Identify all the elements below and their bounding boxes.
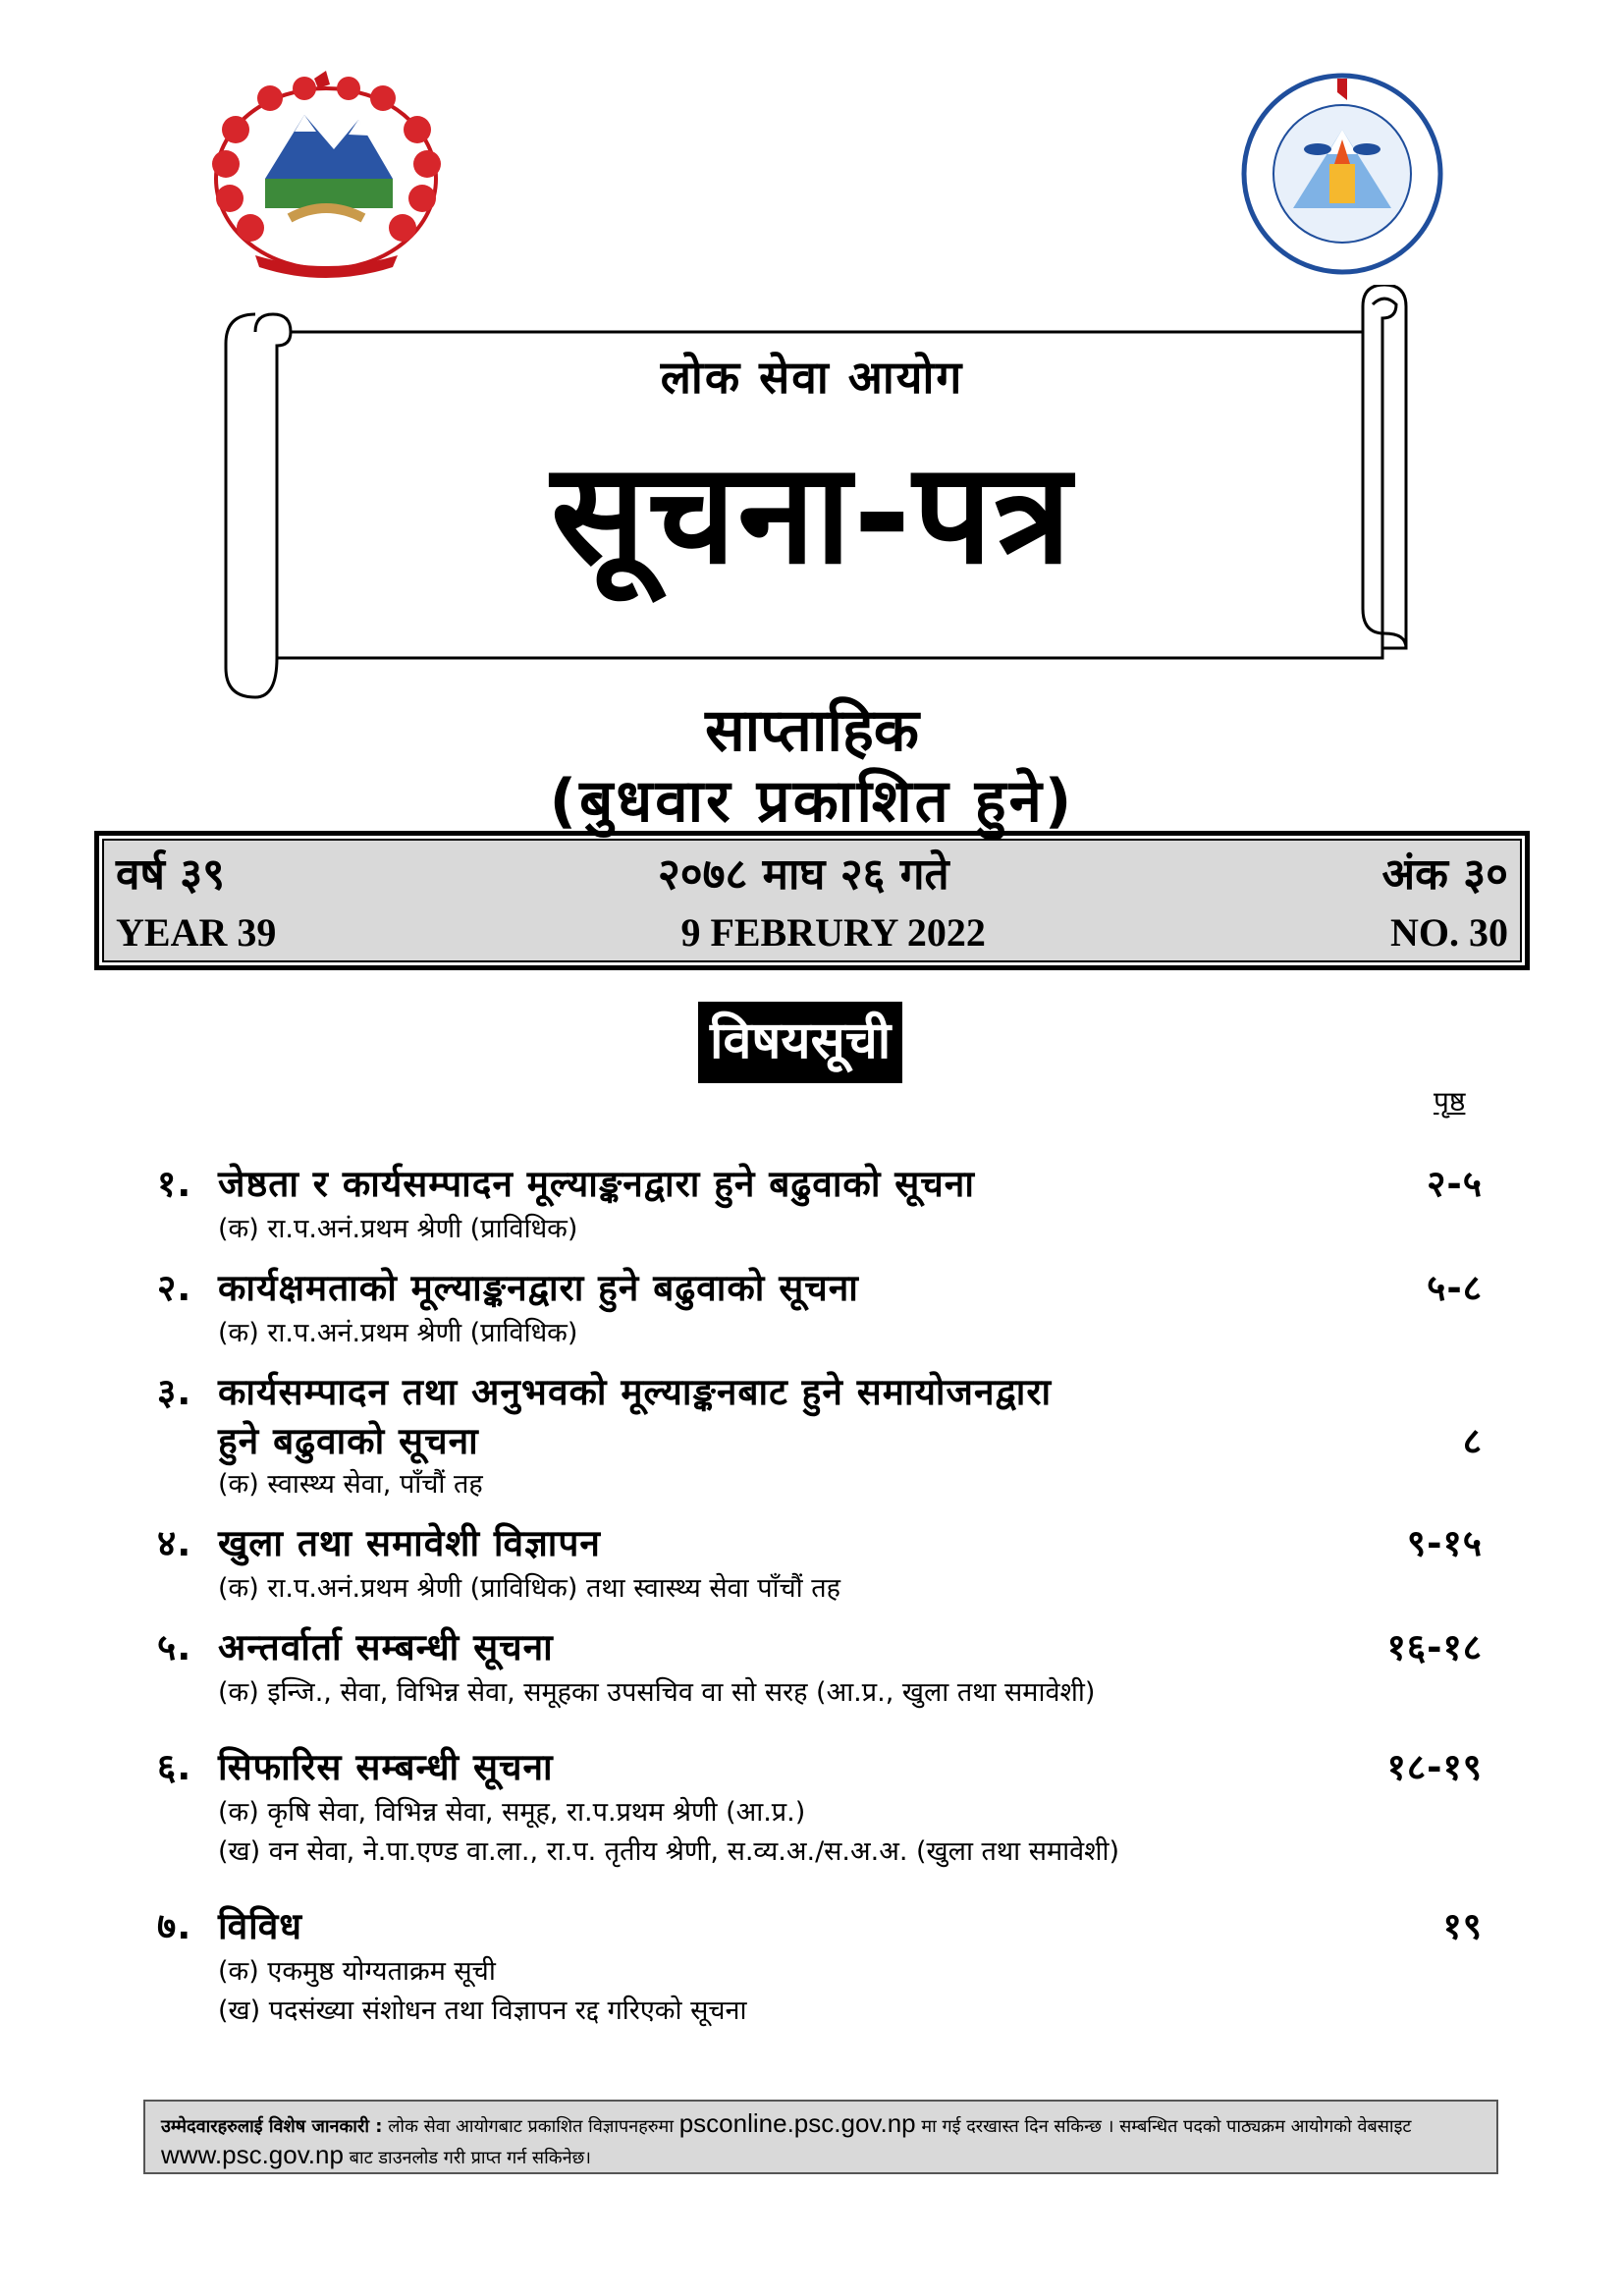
notice-text-2: मा गई दरखास्त दिन सकिन्छ । सम्बन्धित पदको पाठ्यक्रम आयोगको वेबसाइट <box>921 2116 1412 2137</box>
toc-subitem: (क) रा.प.अनं.प्रथम श्रेणी (प्राविधिक) तथा स्वास्थ्य सेवा पाँचौं तह <box>218 1573 840 1604</box>
toc-item[interactable] <box>157 1263 1483 1353</box>
date-np: २०७८ माघ २६ गते <box>657 849 949 900</box>
toc-item-pages: १९ <box>1442 1905 1483 1947</box>
candidate-notice <box>143 2100 1498 2174</box>
toc-item-number: ६. <box>157 1746 192 1788</box>
page-title: सूचना-पत्र <box>551 433 1073 595</box>
toc-subitem: (क) रा.प.अनं.प्रथम श्रेणी (प्राविधिक) <box>218 1214 578 1244</box>
page-column-label: पृष्ठ <box>1434 1085 1466 1118</box>
toc-subitem: (क) रा.प.अनं.प्रथम श्रेणी (प्राविधिक) <box>218 1318 578 1348</box>
toc-item-number: ३. <box>157 1371 192 1413</box>
toc-item-title: कार्यक्षमताको मूल्याङ्कनद्वारा हुने बढुवाको सूचना <box>218 1267 859 1309</box>
toc-subitem: (क) इन्जि., सेवा, विभिन्न सेवा, समूहका उपसचिव वा सो सरह (आ.प्र., खुला तथा समावेशी) <box>218 1677 1096 1708</box>
toc-item[interactable] <box>157 1367 1483 1504</box>
psc-emblem <box>1239 71 1445 277</box>
toc-item-title: सिफारिस सम्बन्धी सूचना <box>218 1746 554 1788</box>
org-name: लोक सेवा आयोग <box>660 351 964 404</box>
toc-item-number: ५. <box>157 1626 192 1668</box>
toc-subitem: (क) एकमुष्ठ योग्यताक्रम सूची <box>218 1956 496 1987</box>
table-of-contents <box>157 1159 1483 2031</box>
toc-item-number: १. <box>157 1163 192 1205</box>
year-np: वर्ष ३९ <box>116 849 225 900</box>
toc-item-pages: ९-१५ <box>1406 1522 1483 1564</box>
toc-item-title: खुला तथा समावेशी विज्ञापन <box>218 1522 601 1564</box>
toc-item-number: २. <box>157 1267 192 1309</box>
toc-item[interactable] <box>157 1742 1483 1872</box>
toc-item-number: ४. <box>157 1522 192 1564</box>
toc-heading: विषयसूची <box>698 1002 902 1083</box>
toc-item-title: जेष्ठता र कार्यसम्पादन मूल्याङ्कनद्वारा हुने बढुवाको सूचना <box>218 1163 975 1205</box>
toc-item-pages: ५-८ <box>1427 1267 1483 1309</box>
psc-website-link[interactable]: www.psc.gov.np <box>161 2140 344 2169</box>
toc-item-pages: १८-१९ <box>1386 1746 1483 1788</box>
issue-number-np: अंक ३० <box>1381 849 1508 900</box>
toc-subitem: (ख) पदसंख्या संशोधन तथा विज्ञापन रद्द गरिएको सूचना <box>218 1995 747 2026</box>
toc-item[interactable] <box>157 1901 1483 2031</box>
notice-text-3: बाट डाउनलोड गरी प्राप्त गर्न सकिनेछ। <box>349 2148 592 2168</box>
publication-note: (बुधवार प्रकाशित हुने) <box>549 767 1075 836</box>
toc-item[interactable] <box>157 1622 1483 1713</box>
toc-item-number: ७. <box>157 1905 192 1947</box>
psconline-link[interactable]: psconline.psc.gov.np <box>678 2108 916 2138</box>
toc-item-title-continued: हुने बढुवाको सूचना <box>218 1420 479 1462</box>
toc-item-title: कार्यसम्पादन तथा अनुभवको मूल्याङ्कनबाट हुने समायोजनद्वारा <box>218 1371 1053 1413</box>
toc-subitem: (ख) वन सेवा, ने.पा.एण्ड वा.ला., रा.प. तृतीय श्रेणी, स.व्य.अ./स.अ.अ. (खुला तथा समावेशी) <box>218 1836 1120 1867</box>
toc-subitem: (क) स्वास्थ्य सेवा, पाँचौं तह <box>218 1469 483 1500</box>
nepal-government-emblem <box>196 71 457 282</box>
toc-item[interactable] <box>157 1159 1483 1249</box>
toc-item-title: विविध <box>218 1905 303 1947</box>
toc-item-pages: ८ <box>1462 1420 1483 1462</box>
year-en: YEAR 39 <box>116 910 277 955</box>
notice-text-1: लोक सेवा आयोगबाट प्रकाशित विज्ञापनहरुमा <box>388 2116 674 2137</box>
toc-item-pages: २-५ <box>1427 1163 1483 1205</box>
toc-item-title: अन्तर्वार्ता सम्बन्धी सूचना <box>218 1626 554 1668</box>
frequency-label: साप्ताहिक <box>705 696 919 765</box>
toc-item-pages: १६-१८ <box>1386 1626 1483 1668</box>
toc-subitem: (क) कृषि सेवा, विभिन्न सेवा, समूह, रा.प.प्रथम श्रेणी (आ.प्र.) <box>218 1797 806 1828</box>
date-en: 9 FEBRURY 2022 <box>680 910 986 955</box>
issue-info-box <box>94 831 1530 970</box>
toc-item[interactable] <box>157 1518 1483 1609</box>
notice-label: उम्मेदवारहरुलाई विशेष जानकारी : <box>161 2116 383 2137</box>
issue-number-en: NO. 30 <box>1389 910 1508 955</box>
